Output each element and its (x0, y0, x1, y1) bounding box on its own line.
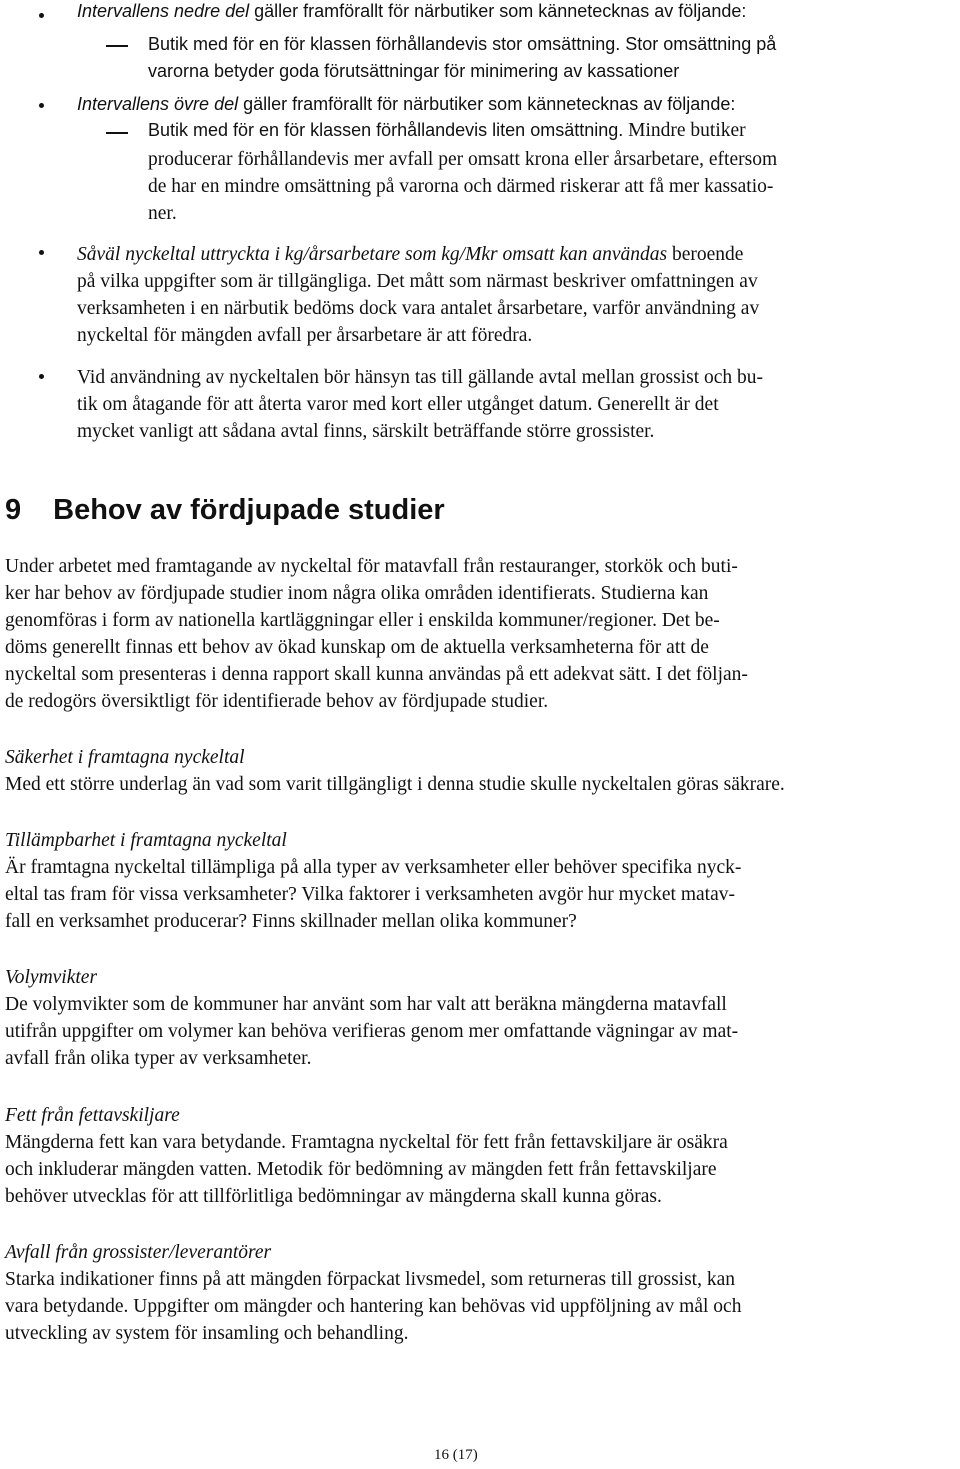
bullet-3-line-1: Såväl nyckeltal uttryckta i kg/årsarbetare som kg/Mkr omsatt kan användas beroende (77, 244, 744, 265)
subsection-line: utifrån uppgifter om volymer kan behöva verifieras genom mer omfattande vägningar av mat- (5, 1021, 739, 1042)
subsection-line: Med ett större underlag än vad som varit tillgängligt i denna studie skulle nyckeltalen göras säkrare. (5, 774, 785, 795)
subsection-line: Mängderna fett kan vara betydande. Framtagna nyckeltal för fett från fettavskiljare är osäkra (5, 1132, 728, 1153)
subsection-line: vara betydande. Uppgifter om mängder och hantering kan behövas vid uppföljning av mål och (5, 1296, 742, 1317)
subsection-heading: Tillämpbarhet i framtagna nyckeltal (5, 830, 287, 851)
bullet-marker (39, 103, 44, 108)
subsection-heading: Avfall från grossister/leverantörer (5, 1242, 272, 1263)
bullet-1-line-1: Intervallens nedre del gäller framförallt för närbutiker som kännetecknas av följande: (77, 1, 747, 21)
subsection-heading: Volymvikter (5, 967, 98, 988)
sub-bullet-dash (106, 132, 128, 134)
subsection-line: utveckling av system för insamling och behandling. (5, 1323, 409, 1344)
subsection-line: eltal tas fram för vissa verksamheter? Vilka faktorer i verksamheten avgör hur mycket matav- (5, 884, 735, 905)
sub-bullet-dash (106, 45, 128, 47)
bullet-1-sub-line-2: varorna betyder goda förutsättningar för minimering av kassationer (148, 61, 680, 81)
intro-line-1: Under arbetet med framtagande av nyckeltal för matavfall från restauranger, storkök och buti- (5, 556, 738, 577)
bullet-2-line-1: Intervallens övre del gäller framförallt för närbutiker som kännetecknas av följande: (77, 94, 736, 114)
bullet-4-line-1: Vid användning av nyckeltalen bör hänsyn tas till gällande avtal mellan grossist och bu- (77, 367, 764, 388)
bullet-3-line-2: på vilka uppgifter som är tillgängliga. Det mått som närmast beskriver omfattningen av (77, 271, 758, 292)
bullet-2-sub-line-1: Butik med för en för klassen förhållandevis liten omsättning. Mindre butiker (148, 120, 746, 141)
bullet-marker (39, 250, 44, 255)
bullet-marker (39, 13, 44, 18)
intro-line-4: döms generellt finnas ett behov av ökad kunskap om de aktuella verksamheterna för att de (5, 637, 709, 658)
subsection-line: och inkluderar mängden vatten. Metodik för bedömning av mängden fett från fettavskiljare (5, 1159, 717, 1180)
intro-line-2: ker har behov av fördjupade studier inom några olika områden identifierats. Studierna kan (5, 583, 709, 604)
bullet-2-sub-line-4: ner. (148, 203, 177, 224)
subsection-heading: Säkerhet i framtagna nyckeltal (5, 747, 245, 768)
bullet-marker (39, 374, 44, 379)
bullet-2-sub-line-2: producerar förhållandevis mer avfall per omsatt krona eller årsarbetare, eftersom (148, 149, 778, 170)
subsection-heading: Fett från fettavskiljare (5, 1105, 180, 1126)
bullet-3-line-3: verksamheten i en närbutik bedöms dock vara antalet årsarbetare, varför användning av (77, 298, 760, 319)
bullet-3-line-4: nyckeltal för mängden avfall per årsarbetare är att föredra. (77, 325, 533, 346)
bullet-1-sub-line-1: Butik med för en för klassen förhållandevis stor omsättning. Stor omsättning på (148, 34, 777, 54)
subsection-line: Starka indikationer finns på att mängden förpackat livsmedel, som returneras till grossist, kan (5, 1269, 735, 1290)
intro-line-5: nyckeltal som presenteras i denna rapport skall kunna användas på ett adekvat sätt. I det följan- (5, 664, 748, 685)
bullet-4-line-3: mycket vanligt att sådana avtal finns, särskilt beträffande större grossister. (77, 421, 655, 442)
subsection-line: behöver utvecklas för att tillförlitliga bedömningar av mängderna skall kunna göras. (5, 1186, 662, 1207)
bullet-2-sub-line-3: de har en mindre omsättning på varorna och därmed riskerar att få mer kassatio- (148, 176, 774, 197)
page-number: 16 (17) (434, 1447, 478, 1463)
intro-line-6: de redogörs översiktligt för identifierade behov av fördjupade studier. (5, 691, 549, 712)
subsection-line: avfall från olika typer av verksamheter. (5, 1048, 312, 1069)
section-title: Behov av fördjupade studier (53, 494, 445, 526)
intro-line-3: genomföras i form av nationella kartläggningar eller i enskilda kommuner/regioner. Det be- (5, 610, 720, 631)
bullet-4-line-2: tik om åtagande för att återta varor med kort eller utgånget datum. Generellt är det (77, 394, 719, 415)
section-number: 9 (5, 494, 22, 526)
subsection-line: fall en verksamhet producerar? Finns skillnader mellan olika kommuner? (5, 911, 577, 932)
subsection-line: Är framtagna nyckeltal tillämpliga på alla typer av verksamheter eller behöver specifika nyck- (5, 857, 742, 878)
subsection-line: De volymvikter som de kommuner har använt som har valt att beräkna mängderna matavfall (5, 994, 727, 1015)
section-heading (5, 492, 445, 528)
